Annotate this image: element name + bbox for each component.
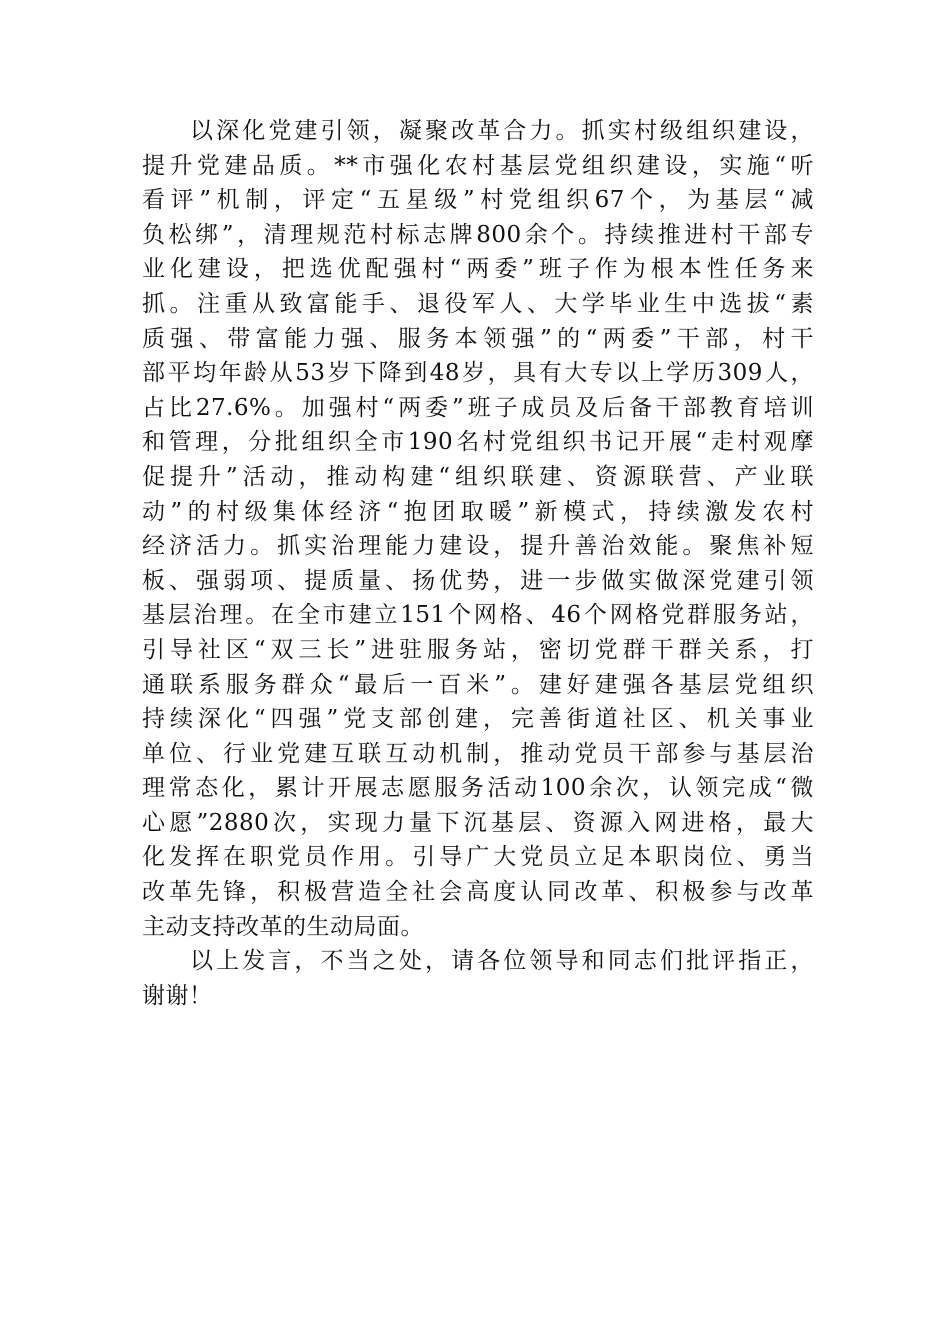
paragraph-1: [142, 114, 814, 944]
text-line: 谢谢！: [142, 982, 213, 1009]
text-line: 经济活力。抓实治理能力建设，提升善治效能。聚焦补短: [142, 533, 814, 560]
text-line: 引导社区“双三长”进驻服务站，密切党群干群关系，打: [142, 636, 814, 663]
text-line: 通联系服务群众“最后一百米”。建好建强各基层党组织: [142, 671, 814, 698]
text-line: 以深化党建引领，凝聚改革合力。抓实村级组织建设，: [190, 118, 814, 144]
text-line: 基层治理。在全市建立151个网格、46个网格党群服务站，: [142, 602, 814, 629]
text-line: 业化建设，把选优配强村“两委”班子作为根本性任务来: [142, 256, 814, 283]
text-line: 动”的村级集体经济“抱团取暖”新模式，持续激发农村: [142, 498, 814, 525]
text-line: 质强、带富能力强、服务本领强”的“两委”干部，村干: [142, 325, 814, 352]
text-line: 以上发言，不当之处，请各位领导和同志们批评指正，: [190, 948, 814, 975]
text-line: 部平均年龄从53岁下降到48岁，具有大专以上学历309人，: [142, 360, 814, 387]
document-body: [142, 114, 814, 1013]
text-line: 理常态化，累计开展志愿服务活动100余次，认领完成“微: [142, 775, 814, 802]
text-line: 化发挥在职党员作用。引导广大党员立足本职岗位、勇当: [142, 844, 814, 871]
text-line: 改革先锋，积极营造全社会高度认同改革、积极参与改革: [142, 879, 814, 906]
text-line: 看评”机制，评定“五星级”村党组织67个，为基层“减: [142, 187, 814, 214]
text-line: 板、强弱项、提质量、扬优势，进一步做实做深党建引领: [142, 567, 814, 594]
paragraph-2: [142, 944, 814, 1013]
text-line: 和管理，分批组织全市190名村党组织书记开展“走村观摩: [142, 429, 814, 456]
text-line: 持续深化“四强”党支部创建，完善街道社区、机关事业: [142, 706, 814, 733]
text-line: 心愿”2880次，实现力量下沉基层、资源入网进格，最大: [142, 809, 814, 836]
text-line: 抓。注重从致富能手、退役军人、大学毕业生中选拔“素: [142, 290, 814, 317]
text-line: 提升党建品质。**市强化农村基层党组织建设，实施“听: [142, 152, 814, 179]
text-line: 单位、行业党建互联互动机制，推动党员干部参与基层治: [142, 740, 814, 767]
text-line: 促提升”活动，推动构建“组织联建、资源联营、产业联: [142, 463, 814, 490]
text-line: 主动支持改革的生动局面。: [142, 913, 424, 940]
text-line: 负松绑”，清理规范村标志牌800余个。持续推进村干部专: [142, 221, 814, 248]
text-line: 占比27.6%。加强村“两委”班子成员及后备干部教育培训: [142, 394, 814, 421]
